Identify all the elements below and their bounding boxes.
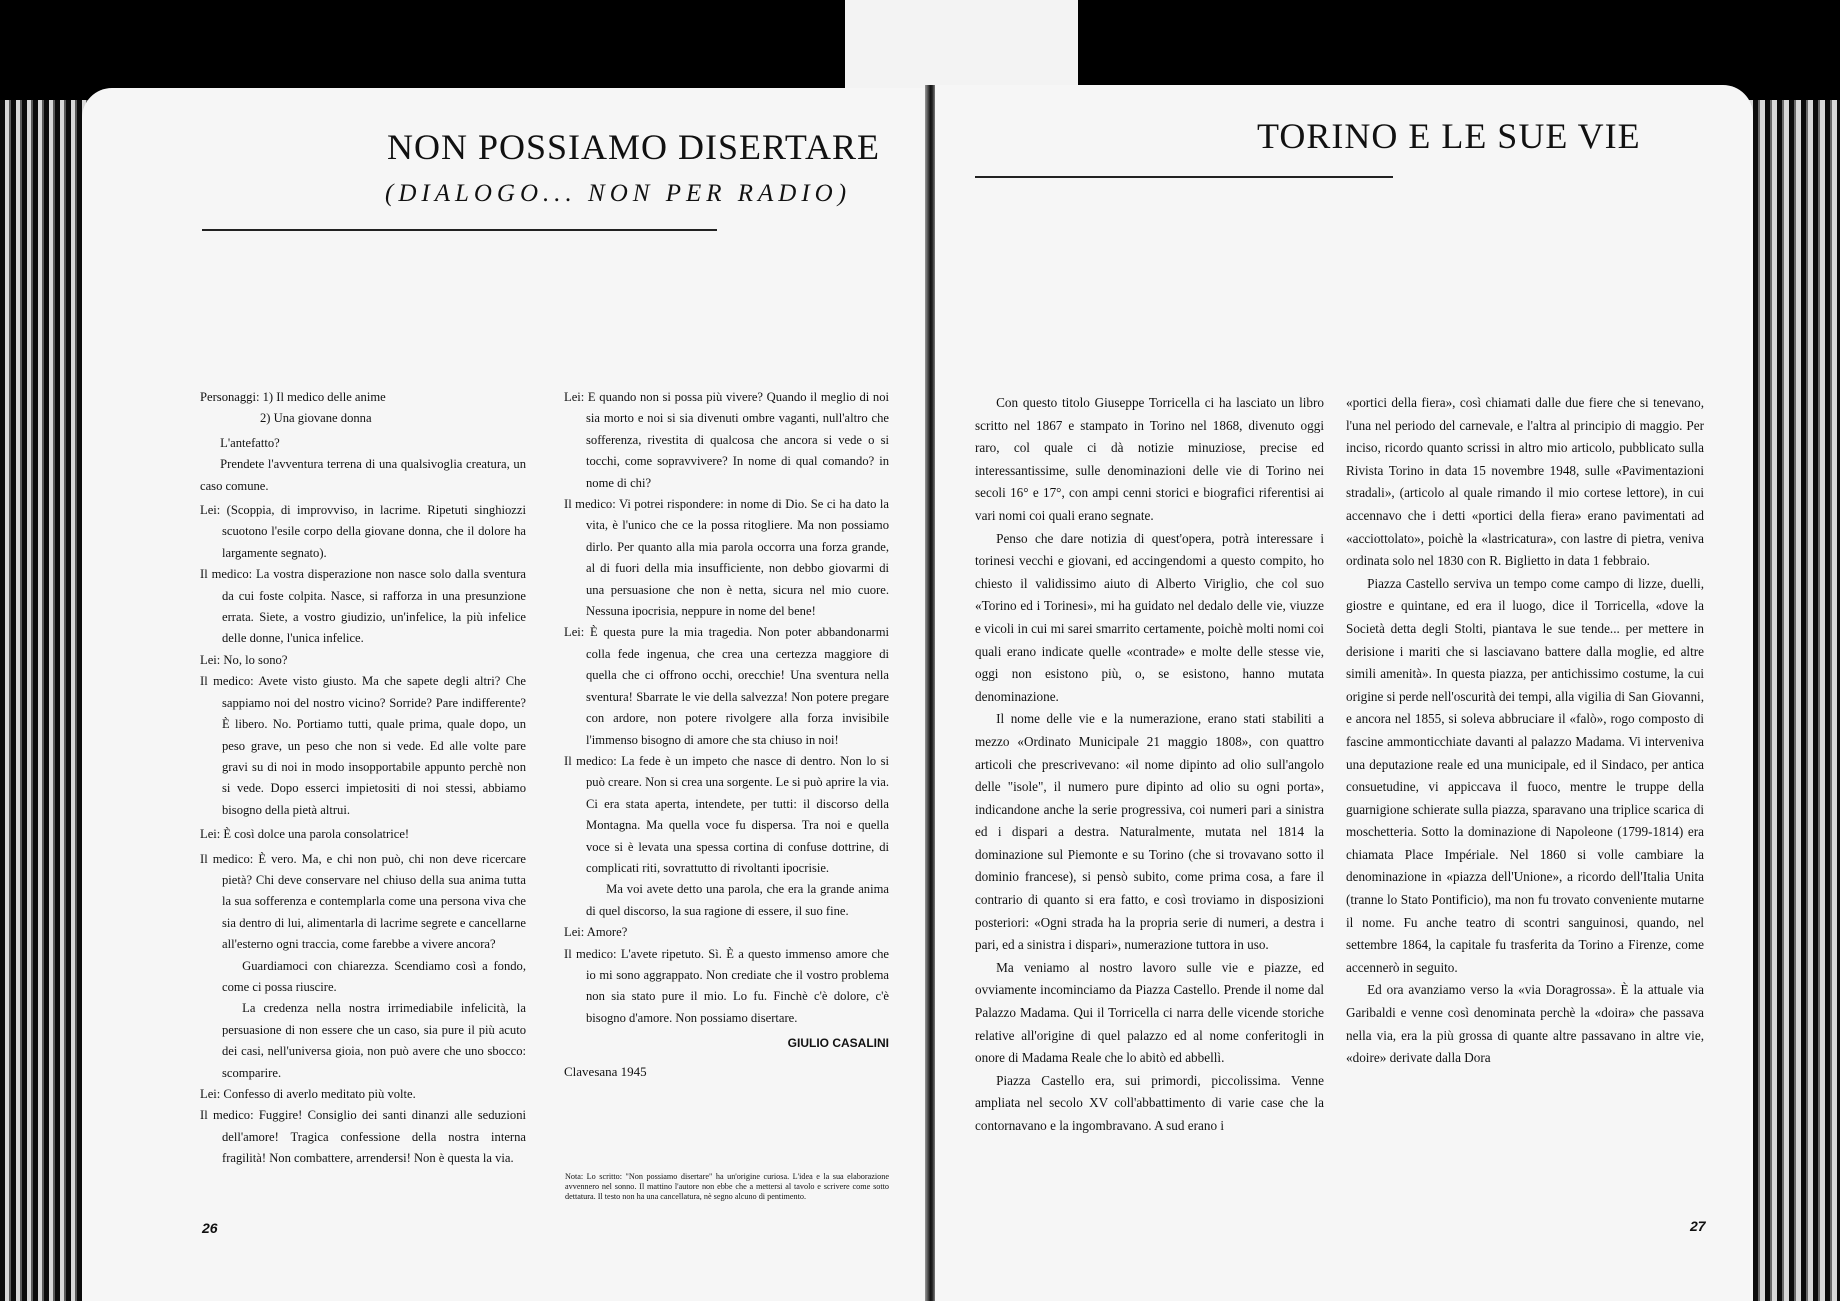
article-column-1 [975,392,1324,1138]
paragraph: Il medico: La fede è un impeto che nasce di dentro. Non lo si può creare. Non si crea una sorgente. Le si può aprire la via. Ci era stata aperta, intendete, per tutti: il discorso della Montagna. Ma quella voce fu dispersa. Tra noi e quella voce si è levata una spessa cortina di confuse dottrine, di complicati riti, sovrattutto di rivoltanti ipocrisie. [564,753,889,875]
paragraph: Lei: È così dolce una parola consolatrice! [200,827,410,842]
paragraph: Con questo titolo Giuseppe Torricella ci ha lasciato un libro scritto nel 1867 e stampato in Torino nel 1868, divenuto oggi raro, col quale ci dà notizie minuziose, precise ed interessantissime, sulle denominazioni delle vie di Torino nei secoli 16° e 17°, con ampi cenni storici e biografici riferentisi ai vari nomi coi quali erano segnate. [975,395,1324,523]
paragraph: Il medico: L'avete ripetuto. Sì. È a questo immenso amore che io mi sono aggrappato. Non crediate che il vostro problema non sia stato pure il mio. Lo fu. Finchè c'è dolore, c'è bisogno d'amore. Non possiamo disertare. [564,946,889,1025]
paragraph: La credenza nella nostra irrimediabile infelicità, la persuasione di non essere che un caso, sia pure il più acuto dei casi, nell'universa gioia, non può avere che uno sbocco: scomparire. [222,1001,526,1080]
paragraph: Il medico: È vero. Ma, e chi non può, chi non deve ricercare pietà? Chi deve conservare nel chiuso della sua anima tutta la sua sofferenza e contemplarla come una persona viva che sia dentro di lui, alimentarla di lacrime segrete e cancellarne all'esterno ogni traccia, come farebbe a vivere ancora? [200,851,526,952]
paragraph: Lei: No, lo sono? [200,652,288,667]
paragraph: Piazza Castello era, sui primordi, piccolissima. Venne ampliata nel secolo XV coll'abbattimento di varie case che la contornavano e la ingombravano. A sud erano i [975,1072,1324,1133]
dialogue-column-1 [200,387,526,1170]
paragraph: Guardiamoci con chiarezza. Scendiamo così a fondo, come ci possa riuscire. [222,958,526,994]
right-page-title: TORINO E LE SUE VIE [1257,116,1641,156]
paragraph: 2) Una giovane donna [260,411,372,426]
paragraph: Piazza Castello serviva un tempo come campo di lizze, duelli, giostre e quintane, ed era il luogo, dice il Torricella, «dove la Società detta degli Stolti, piantava le sue tende... per mettere in derisione i mariti che si lasciavano battere dalla moglie, ed altre simili amenità». In questa piazza, per antichissimo costume, la cui origine si perde nell'oscurità dei tempi, alla vigilia di San Giovanni, e ancora nel 1855, si soleva abbruciare il «falò», rogo composto di fascine ammonticchiate davanti al palazzo Madama. Vi interveniva una deputazione reale ed una municipale, ed il Sindaco, per antica consuetudine, vi appiccava il fuoco, mentre le truppe della guarnigione schierate sulla piazza, sparavano una triplice scarica di moschetteria. Sotto la dominazione di Napoleone (1799-1814) era chiamata Place Impériale. Nel 1860 si volle cambiare la denominazione in «piazza dell'Unione», a ricordo dell'Italia Unita (tranne lo Stato Pontificio), ma non fu trovato conveniente mutarne il nome. Fu anche teatro di scontri sanguinosi, quando, nel settembre 1864, la capitale fu trasferita da Torino a Firenze, come accennerò in seguito. [1346,575,1704,975]
paragraph: L'antefatto? [220,435,280,450]
paragraph: Il medico: La vostra disperazione non nasce solo dalla sventura da cui foste colpita. Nasce, si rafforza in una presunzione errata. Siete, a vostro giudizio, un'infelice, la più infelice delle donne, l'unica infelice. [200,567,526,646]
place-date: Clavesana 1945 [564,1063,647,1079]
page-number: 26 [202,1220,218,1236]
paragraph: Lei: Amore? [564,925,628,940]
paragraph: Lei: Confesso di averlo meditato più volte. [200,1087,416,1101]
right-page-edges [1748,100,1840,1301]
paragraph: Il medico: Vi potrei rispondere: in nome di Dio. Se ci ha dato la vita, è l'unico che ce la possa ritogliere. Ma non possiamo dirlo. Per quanto alla mia parola occorra una forza grande, al di fuori della mia insufficiente, non debbo giovarmi di una persuasione che non è netta, sicura nel mio cuore. Nessuna ipocrisia, neppure in nome del bene! [564,497,889,619]
paragraph: Ed ora avanziamo verso la «via Doragrossa». È la attuale via Garibaldi e venne così denominata perchè la «doira» che passava nella via, era la più grossa di quante altre passavano in altre vie, «doire» derivate dalla Dora [1346,982,1704,1066]
paragraph: «portici della fiera», così chiamati dalle due fiere che si tenevano, l'una nel periodo del carnevale, e l'altra al principio di maggio. Per inciso, ricordo quanto scrissi in altro mio articolo, pubblicato sulla Rivista Torino in data 15 novembre 1948, sulle «Pavimentazioni stradali», (articolo al quale rimando il mio cortese lettore), in cui accennavo che i detti «portici della fiera» erano pavimentati ad «acciottolato», poichè la «lastricatura», con lastre di pietra, veniva ordinata solo nel 1830 con R. Biglietto in data 1 febbraio. [1346,395,1704,569]
left-page-subtitle: (DIALOGO... NON PER RADIO) [385,180,852,207]
article-column-2 [1346,392,1704,1070]
paragraph: Penso che dare notizia di quest'opera, potrà interessare i torinesi vecchi e giovani, ed accingendomi a questo compito, ho chiesto il validissimo aiuto di Alberto Viriglio, che col suo «Torino ed i Torinesi», mi ha guidato nel dedalo delle vie, viuzze e vicoli in cui mi sarei smarrito certamente, poichè molti nomi coi quali erano indicate quelle «contrade» e molte delle stesse vie, oggi non esistono più, o, se esistono, hanno mutata denominazione. [975,530,1324,704]
paragraph: Ma voi avete detto una parola, che era la grande anima di quel discorso, la sua ragione di essere, il suo fine. [586,882,889,918]
paragraph: Lei: È questa pure la mia tragedia. Non poter abbandonarmi colla fede ingenua, che crea una certezza maggiore di quella che ci offrono occhi, orecchie! Una sventura nella sventura! Sbarrate le vie della salvezza! Non potere pregare con ardore, non potere rivolgere alla forza invisibile l'immenso bisogno di amore che sta chiuso in noi! [564,625,889,747]
left-page [82,88,928,1301]
left-page-title: NON POSSIAMO DISERTARE [387,127,881,167]
paragraph: Il nome delle vie e la numerazione, erano stati stabiliti a mezzo «Ordinato Municipale 21 maggio 1808», con quattro articoli che prescrivevano: «il nome dipinto ad olio sull'angolo delle "isole", il numero pure dipinto ad olio su ogni porta», indicandone anche la serie progressiva, coi numeri pari a sinistra ed i dispari a destra. Naturalmente, mutata nel 1814 la dominazione sul Piemonte e su Torino (che si trovavano sotto il dominio francese), si pensò subito, come prima cosa, a fare il contrario di quanto si era fatto, e così troviamo in disposizioni posteriori: «Ogni strada ha la propria serie di numeri, a destra i pari, ed a sinistra i dispari», numerazione tuttora in uso. [975,711,1324,953]
page-number: 27 [1690,1218,1706,1234]
left-page-edges [0,100,92,1301]
title-rule [975,176,1393,178]
paragraph: Lei: (Scoppia, di improvviso, in lacrime. Ripetuti singhiozzi scuotono l'esile corpo della giovane donna, che il dolore ha largamente segnato). [200,503,526,560]
paragraph: Ma veniamo al nostro lavoro sulle vie e piazze, ed ovviamente incominciamo da Piazza Castello. Prende il nome dal Palazzo Madama. Qui il Torricella ci narra delle vicende storiche relative all'origine di quel palazzo ed al nome conferitogli in onore di Madama Reale che lo abitò ed abbellì. [975,959,1324,1066]
paragraph: Personaggi: 1) Il medico delle anime [200,390,386,404]
gutter-background [845,0,1078,95]
footnote: Nota: Lo scritto: "Non possiamo disertare" ha un'origine curiosa. L'idea e la sua elaborazione avvennero nel sonno. Il mattino l'autore non ebbe che a mettersi al tavolo e scrivere come sotto dettatura. Il testo non ha una cancellatura, nè segno alcuno di pentimento. [565,1172,889,1201]
author-signature: GIULIO CASALINI [787,1036,889,1051]
paragraph: Prendete l'avventura terrena di una qualsivoglia creatura, un caso comune. [200,457,526,493]
title-rule [202,229,717,231]
paragraph: Il medico: Fuggire! Consiglio dei santi dinanzi alle seduzioni dell'amore! Tragica confessione della nostra interna fragilità! Non combattere, arrendersi! Non è questa la via. [200,1108,526,1166]
paragraph: Lei: E quando non si possa più vivere? Quando il meglio di noi sia morto e noi si sia divenuti ombre vaganti, null'altro che sofferenza, rivestita di qualcosa che ancora si vede o si tocchi, come sopravvivere? In nome di qual comando? in nome di chi? [564,390,889,490]
dialogue-column-2 [564,387,889,1082]
right-page [935,85,1753,1301]
paragraph: Il medico: Avete visto giusto. Ma che sapete degli altri? Che sappiamo noi del nostro vicino? Sorride? Pare indifferente? È libero. No. Portiamo tutti, quale prima, quale dopo, un peso grave, un peso che non si vede. Ed alle volte pare gravi su di noi in modo insopportabile appunto perchè non si vede. Dopo esserci impietositi di noi stessi, abbiamo bisogno della pietà altrui. [200,674,526,817]
